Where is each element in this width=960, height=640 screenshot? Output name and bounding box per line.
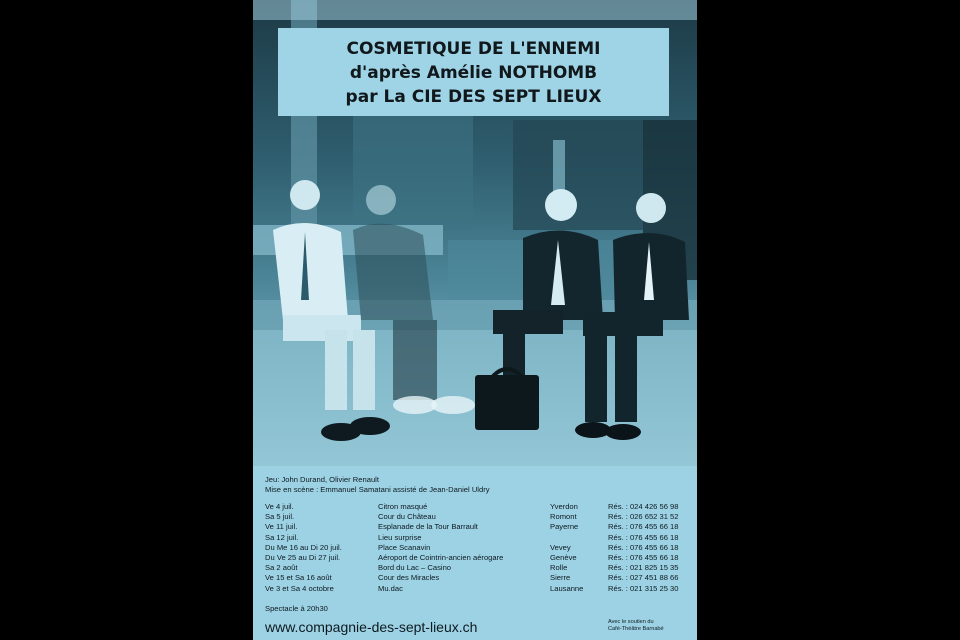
schedule-row (265, 573, 695, 583)
schedule-date: Sa 5 juil. (265, 512, 295, 522)
schedule-reservation: Rés. : 076 455 66 18 (608, 542, 679, 552)
schedule-city: Sierre (550, 573, 571, 583)
schedule-venue: Bord du Lac – Casino (378, 563, 452, 573)
schedule-row (265, 522, 695, 532)
schedule-venue: Cour du Château (378, 512, 436, 522)
schedule-reservation: Rés. : 076 455 66 18 (608, 532, 679, 542)
poster (253, 0, 697, 640)
schedule-date: Ve 11 juil. (265, 522, 298, 532)
schedule-row (265, 533, 695, 543)
direction-credit: Mise en scène : Emmanuel Samatani assisté de Jean-Daniel Uldry (265, 485, 490, 495)
schedule-reservation: Rés. : 021 825 15 35 (608, 563, 679, 573)
schedule-city: Vevey (550, 542, 571, 552)
title-box (278, 28, 669, 116)
schedule-date: Du Ve 25 au Di 27 juil. (265, 552, 341, 562)
schedule-city: Rolle (550, 563, 568, 573)
credits (265, 475, 685, 495)
schedule-row (265, 553, 695, 563)
showtime: Spectacle à 20h30 (265, 604, 328, 613)
schedule-venue: Citron masqué (378, 502, 428, 511)
schedule-row (265, 502, 695, 512)
schedule-city: Payerne (550, 522, 579, 532)
schedule-venue: Place Scanavin (378, 542, 431, 552)
schedule-date: Ve 3 et Sa 4 octobre (265, 583, 334, 593)
support-credit (608, 619, 688, 633)
schedule-row (265, 563, 695, 573)
support-line-1: Avec le soutien du (608, 619, 654, 625)
schedule-date: Du Me 16 au Di 20 juil. (265, 542, 342, 552)
schedule-date: Sa 2 août (265, 563, 298, 573)
schedule-venue: Esplanade de la Tour Barrault (378, 522, 478, 532)
schedule-row (265, 512, 695, 522)
schedule-row (265, 584, 695, 594)
title-line-2: d'après Amélie NOTHOMB (349, 63, 598, 83)
support-line-2: Café-Théâtre Barnabé (608, 626, 664, 632)
schedule-venue: Mu.dac (378, 583, 403, 593)
schedule-reservation: Rés. : 026 652 31 52 (608, 512, 679, 522)
schedule-reservation: Rés. : 076 455 66 18 (608, 522, 679, 532)
website-url: www.compagnie-des-sept-lieux.ch (265, 619, 478, 635)
schedule-reservation: Rés. : 021 315 25 30 (608, 583, 679, 593)
schedule-city: Lausanne (550, 583, 584, 593)
cast-credit: Jeu: John Durand, Olivier Renault (265, 475, 379, 484)
schedule-city: Romont (550, 512, 577, 522)
schedule-venue: Aéroport de Cointrin-ancien aérogare (378, 552, 504, 562)
schedule-reservation: Rés. : 076 455 66 18 (608, 552, 679, 562)
schedule-row (265, 543, 695, 553)
schedule-date: Ve 4 juil. (265, 502, 294, 511)
schedule-table (265, 502, 695, 594)
schedule-date: Sa 12 juil. (265, 532, 299, 542)
schedule-venue: Lieu surprise (378, 532, 422, 542)
schedule-reservation: Rés. : 027 451 88 66 (608, 573, 679, 583)
schedule-city: Yverdon (550, 502, 578, 511)
schedule-city: Genève (550, 552, 577, 562)
schedule-reservation: Rés. : 024 426 56 98 (608, 502, 679, 511)
title-line-1: COSMETIQUE DE L'ENNEMI (346, 39, 601, 59)
title-line-3: par La CIE DES SEPT LIEUX (345, 87, 602, 107)
schedule-venue: Cour des Miracles (378, 573, 440, 583)
schedule-date: Ve 15 et Sa 16 août (265, 573, 332, 583)
